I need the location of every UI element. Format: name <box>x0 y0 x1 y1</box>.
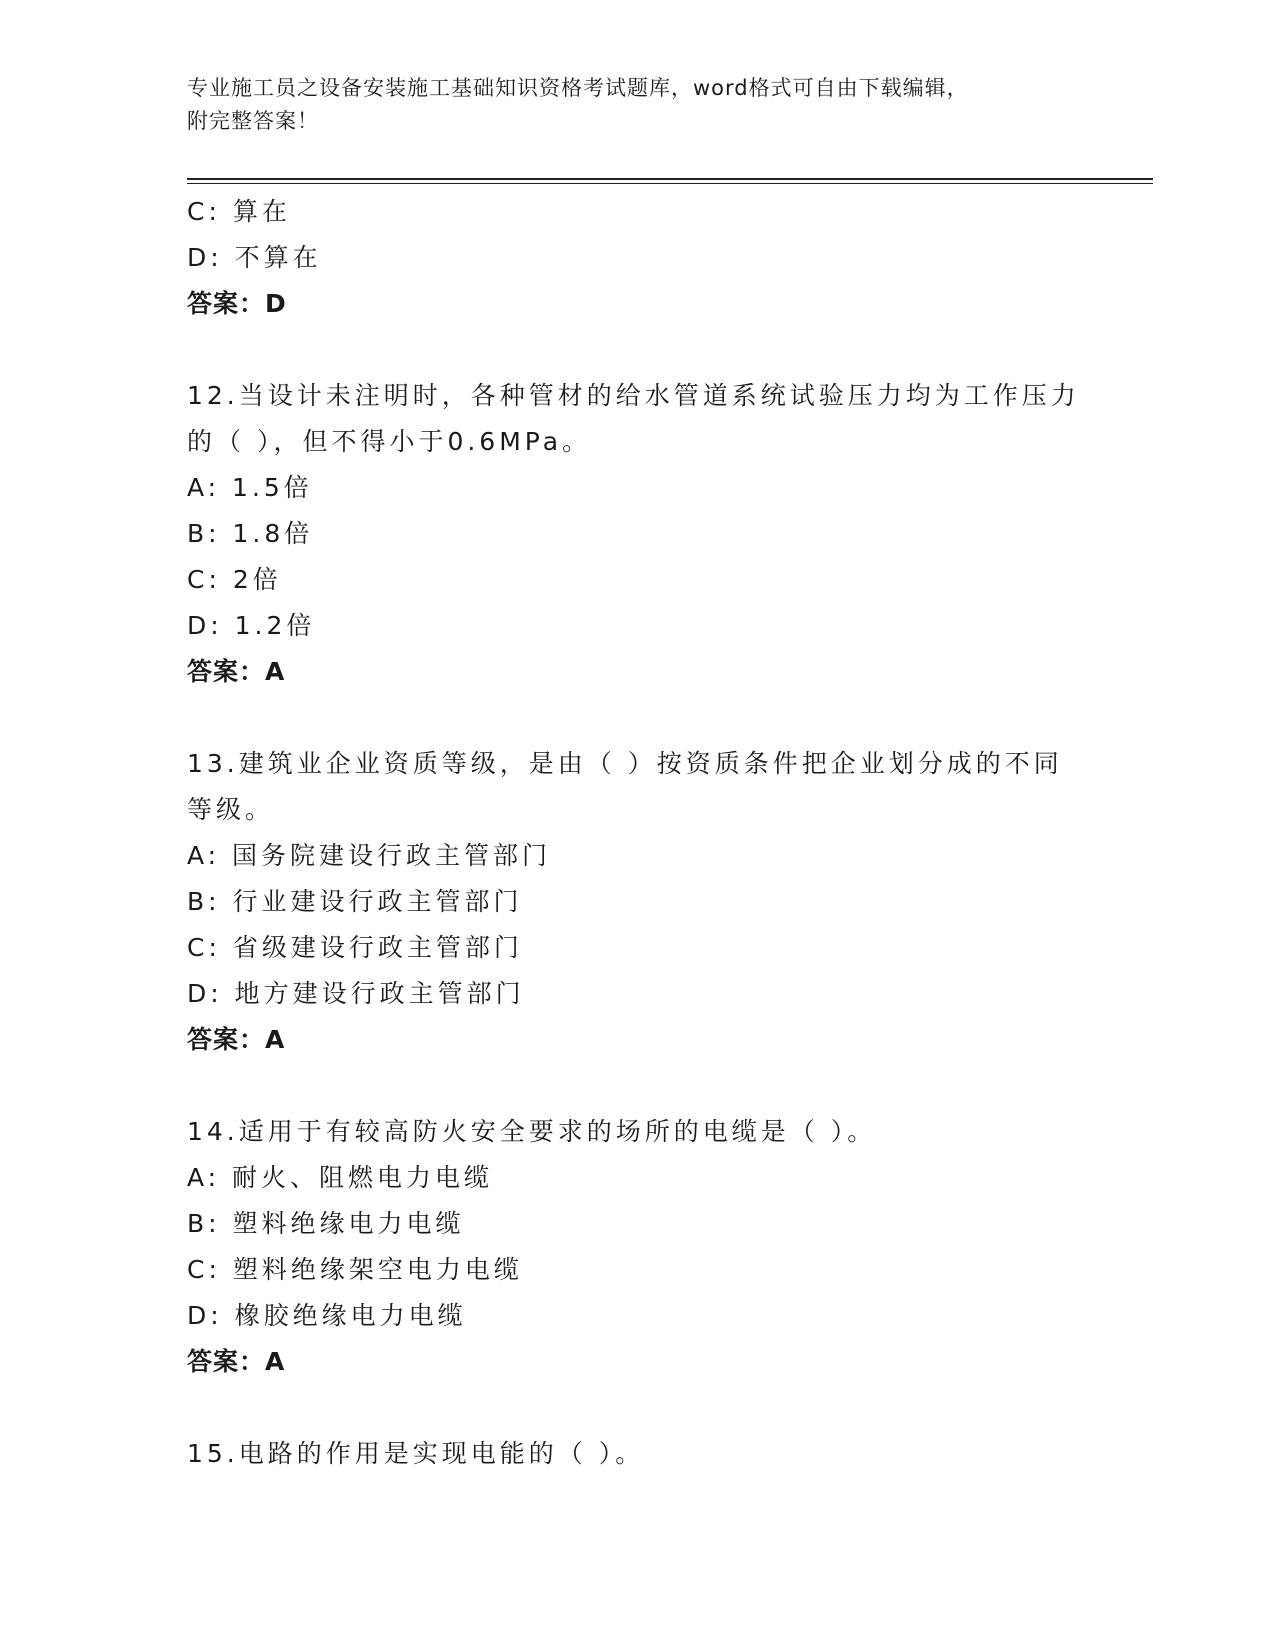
option-c: C: 2倍 <box>187 565 282 594</box>
option-a: A: 国务院建设行政主管部门 <box>187 841 552 870</box>
spacer <box>187 695 1087 741</box>
header-line-1: 专业施工员之设备安装施工基础知识资格考试题库，word格式可自由下载编辑， <box>187 76 969 100</box>
question-12 <box>187 373 1087 695</box>
option-b: B: 塑料绝缘电力电缆 <box>187 1209 465 1238</box>
option-d: D: 不算在 <box>187 243 322 272</box>
option-a: A: 耐火、阻燃电力电缆 <box>187 1163 494 1192</box>
document-body <box>187 189 1087 1477</box>
header-line-2: 附完整答案！ <box>187 109 319 133</box>
question-stem-line-2: 等级。 <box>187 795 275 824</box>
option-c: C: 塑料绝缘架空电力电缆 <box>187 1255 523 1284</box>
option-d: D: 1.2倍 <box>187 611 316 640</box>
option-d: D: 地方建设行政主管部门 <box>187 979 525 1008</box>
question-stem-line-1: 13.建筑业企业资质等级，是由（ ）按资质条件把企业划分成的不同 <box>187 749 1063 778</box>
option-c: C: 算在 <box>187 197 291 226</box>
question-14 <box>187 1109 1087 1385</box>
question-13 <box>187 741 1087 1063</box>
answer: 答案：A <box>187 1025 286 1054</box>
option-b: B: 行业建设行政主管部门 <box>187 887 523 916</box>
answer: 答案：D <box>187 289 287 318</box>
question-stem <box>187 373 1087 465</box>
question-15 <box>187 1431 1087 1477</box>
header-divider-thick <box>187 178 1153 180</box>
answer: 答案：A <box>187 1347 286 1376</box>
question-stem-line-2: 的（ ），但不得小于0.6MPa。 <box>187 427 592 456</box>
option-d: D: 橡胶绝缘电力电缆 <box>187 1301 467 1330</box>
spacer <box>187 1385 1087 1431</box>
header-divider-thin <box>187 183 1153 184</box>
question-stem <box>187 741 1087 833</box>
question-stem-line-1: 12.当设计未注明时，各种管材的给水管道系统试验压力均为工作压力 <box>187 381 1080 410</box>
option-b: B: 1.8倍 <box>187 519 314 548</box>
spacer <box>187 1063 1087 1109</box>
question-stem: 14.适用于有较高防火安全要求的场所的电缆是（ ）。 <box>187 1117 877 1146</box>
document-header <box>187 72 1087 138</box>
option-a: A: 1.5倍 <box>187 473 313 502</box>
question-stem: 15.电路的作用是实现电能的（ ）。 <box>187 1439 645 1468</box>
spacer <box>187 327 1087 373</box>
option-c: C: 省级建设行政主管部门 <box>187 933 523 962</box>
answer: 答案：A <box>187 657 286 686</box>
question-11 <box>187 189 1087 327</box>
